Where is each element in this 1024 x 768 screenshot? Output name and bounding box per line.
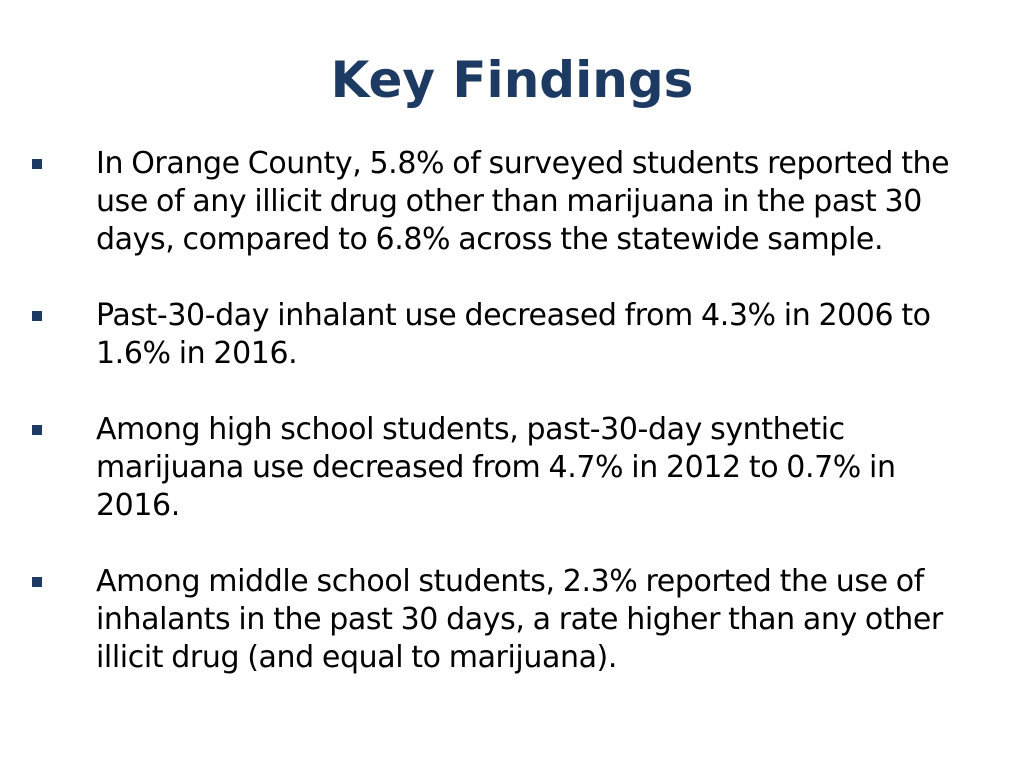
bullet-item [0, 145, 1024, 259]
square-bullet-icon [32, 311, 42, 321]
square-bullet-icon [32, 425, 42, 435]
slide-title: Key Findings [330, 51, 694, 109]
bullet-text: Among high school students, past-30-day synthetic marijuana use decreased from 4.7% in 2012 to 0.7% in 2016. [96, 412, 896, 523]
bullet-item [0, 411, 1024, 525]
bullet-text: Among middle school students, 2.3% reported the use of inhalants in the past 30 days, a rate higher than any other illicit drug (and equal to marijuana). [96, 564, 943, 675]
bullet-list [0, 145, 1024, 715]
bullet-item [0, 563, 1024, 677]
square-bullet-icon [32, 577, 42, 587]
bullet-item [0, 297, 1024, 373]
bullet-text: Past-30-day inhalant use decreased from 4.3% in 2006 to 1.6% in 2016. [96, 298, 931, 371]
square-bullet-icon [32, 159, 42, 169]
bullet-text: In Orange County, 5.8% of surveyed students reported the use of any illicit drug other than marijuana in the past 30 days, compared to 6.8% across the statewide sample. [96, 146, 950, 257]
